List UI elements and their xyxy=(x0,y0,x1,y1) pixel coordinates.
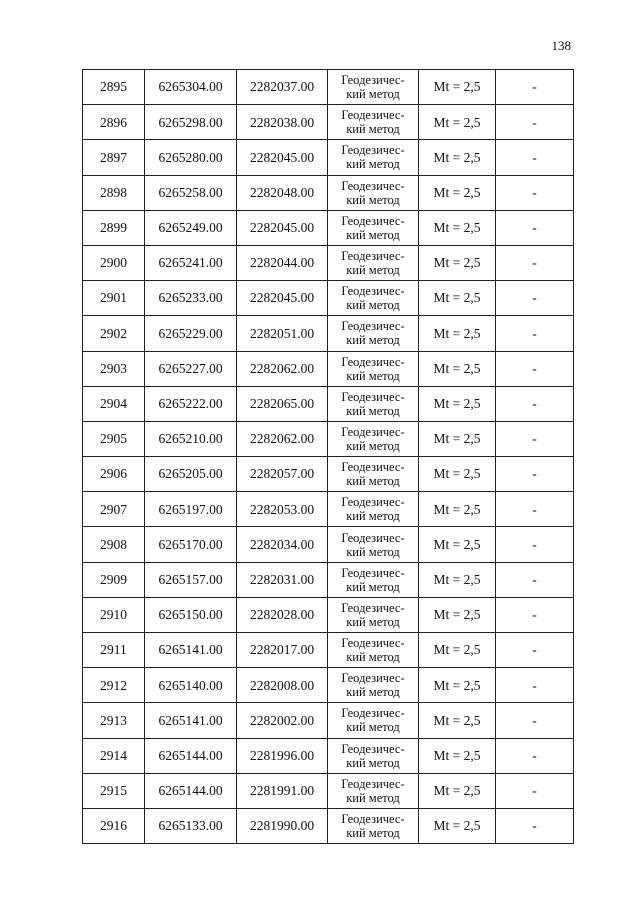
method-line-1: Геодезичес- xyxy=(341,565,405,580)
method-line-1: Геодезичес- xyxy=(341,706,405,721)
method-cell xyxy=(328,668,419,703)
coord-x-cell: 6265280.00 xyxy=(145,140,237,175)
method-line-2: кий метод xyxy=(346,685,400,700)
method-line-2: кий метод xyxy=(346,544,400,559)
method-line-2: кий метод xyxy=(346,192,400,207)
point-number-cell: 2916 xyxy=(83,808,145,843)
coord-y-cell: 2282045.00 xyxy=(237,140,328,175)
method-line-2: кий метод xyxy=(346,368,400,383)
accuracy-cell: Mt = 2,5 xyxy=(419,105,496,140)
table-row xyxy=(83,386,574,421)
coord-y-cell: 2281990.00 xyxy=(237,808,328,843)
accuracy-cell: Mt = 2,5 xyxy=(419,562,496,597)
accuracy-cell: Mt = 2,5 xyxy=(419,773,496,808)
coord-y-cell: 2282045.00 xyxy=(237,210,328,245)
note-cell: - xyxy=(496,245,574,280)
table-body xyxy=(83,70,574,844)
coord-x-cell: 6265304.00 xyxy=(145,70,237,105)
note-cell: - xyxy=(496,316,574,351)
point-number-cell: 2909 xyxy=(83,562,145,597)
note-cell: - xyxy=(496,281,574,316)
method-line-2: кий метод xyxy=(346,298,400,313)
point-number-cell: 2913 xyxy=(83,703,145,738)
method-line-1: Геодезичес- xyxy=(341,284,405,299)
table-row xyxy=(83,527,574,562)
method-line-1: Геодезичес- xyxy=(341,319,405,334)
coord-y-cell: 2282048.00 xyxy=(237,175,328,210)
coord-x-cell: 6265170.00 xyxy=(145,527,237,562)
coord-y-cell: 2282031.00 xyxy=(237,562,328,597)
point-number-cell: 2915 xyxy=(83,773,145,808)
method-line-2: кий метод xyxy=(346,122,400,137)
table-row xyxy=(83,703,574,738)
method-cell xyxy=(328,457,419,492)
accuracy-cell: Mt = 2,5 xyxy=(419,597,496,632)
method-line-2: кий метод xyxy=(346,157,400,172)
table-row xyxy=(83,175,574,210)
accuracy-cell: Mt = 2,5 xyxy=(419,386,496,421)
method-cell xyxy=(328,140,419,175)
coord-x-cell: 6265229.00 xyxy=(145,316,237,351)
table-row xyxy=(83,633,574,668)
coord-x-cell: 6265241.00 xyxy=(145,245,237,280)
point-number-cell: 2906 xyxy=(83,457,145,492)
table-row xyxy=(83,421,574,456)
method-line-2: кий метод xyxy=(346,755,400,770)
method-cell xyxy=(328,70,419,105)
table-row xyxy=(83,281,574,316)
method-cell xyxy=(328,281,419,316)
accuracy-cell: Mt = 2,5 xyxy=(419,808,496,843)
method-cell xyxy=(328,316,419,351)
method-cell xyxy=(328,703,419,738)
coord-y-cell: 2282017.00 xyxy=(237,633,328,668)
method-line-1: Геодезичес- xyxy=(341,424,405,439)
method-line-2: кий метод xyxy=(346,614,400,629)
method-line-2: кий метод xyxy=(346,227,400,242)
accuracy-cell: Mt = 2,5 xyxy=(419,668,496,703)
method-line-2: кий метод xyxy=(346,650,400,665)
accuracy-cell: Mt = 2,5 xyxy=(419,492,496,527)
method-line-2: кий метод xyxy=(346,474,400,489)
accuracy-cell: Mt = 2,5 xyxy=(419,210,496,245)
method-line-1: Геодезичес- xyxy=(341,600,405,615)
point-number-cell: 2901 xyxy=(83,281,145,316)
note-cell: - xyxy=(496,633,574,668)
table-row xyxy=(83,808,574,843)
point-number-cell: 2912 xyxy=(83,668,145,703)
accuracy-cell: Mt = 2,5 xyxy=(419,738,496,773)
note-cell: - xyxy=(496,738,574,773)
method-cell xyxy=(328,210,419,245)
point-number-cell: 2896 xyxy=(83,105,145,140)
method-cell xyxy=(328,633,419,668)
note-cell: - xyxy=(496,457,574,492)
accuracy-cell: Mt = 2,5 xyxy=(419,245,496,280)
coord-x-cell: 6265157.00 xyxy=(145,562,237,597)
accuracy-cell: Mt = 2,5 xyxy=(419,70,496,105)
method-line-1: Геодезичес- xyxy=(341,460,405,475)
coord-y-cell: 2281996.00 xyxy=(237,738,328,773)
coord-y-cell: 2282028.00 xyxy=(237,597,328,632)
method-cell xyxy=(328,527,419,562)
accuracy-cell: Mt = 2,5 xyxy=(419,316,496,351)
coord-y-cell: 2282037.00 xyxy=(237,70,328,105)
note-cell: - xyxy=(496,421,574,456)
note-cell: - xyxy=(496,808,574,843)
coord-y-cell: 2282051.00 xyxy=(237,316,328,351)
note-cell: - xyxy=(496,175,574,210)
coord-y-cell: 2282062.00 xyxy=(237,421,328,456)
method-line-1: Геодезичес- xyxy=(341,73,405,88)
method-line-1: Геодезичес- xyxy=(341,812,405,827)
accuracy-cell: Mt = 2,5 xyxy=(419,633,496,668)
accuracy-cell: Mt = 2,5 xyxy=(419,175,496,210)
coord-x-cell: 6265140.00 xyxy=(145,668,237,703)
method-line-2: кий метод xyxy=(346,790,400,805)
point-number-cell: 2899 xyxy=(83,210,145,245)
note-cell: - xyxy=(496,140,574,175)
note-cell: - xyxy=(496,70,574,105)
table-row xyxy=(83,245,574,280)
point-number-cell: 2898 xyxy=(83,175,145,210)
method-line-1: Геодезичес- xyxy=(341,108,405,123)
method-line-2: кий метод xyxy=(346,263,400,278)
accuracy-cell: Mt = 2,5 xyxy=(419,703,496,738)
method-cell xyxy=(328,738,419,773)
accuracy-cell: Mt = 2,5 xyxy=(419,457,496,492)
point-number-cell: 2897 xyxy=(83,140,145,175)
table-row xyxy=(83,140,574,175)
table-row xyxy=(83,351,574,386)
coord-x-cell: 6265144.00 xyxy=(145,773,237,808)
method-cell xyxy=(328,562,419,597)
coord-y-cell: 2282065.00 xyxy=(237,386,328,421)
coord-y-cell: 2282044.00 xyxy=(237,245,328,280)
method-line-2: кий метод xyxy=(346,403,400,418)
note-cell: - xyxy=(496,105,574,140)
method-cell xyxy=(328,105,419,140)
coord-y-cell: 2282002.00 xyxy=(237,703,328,738)
method-line-2: кий метод xyxy=(346,720,400,735)
coord-y-cell: 2282034.00 xyxy=(237,527,328,562)
method-line-1: Геодезичес- xyxy=(341,249,405,264)
table-row xyxy=(83,597,574,632)
table-row xyxy=(83,210,574,245)
method-line-2: кий метод xyxy=(346,509,400,524)
table-row xyxy=(83,105,574,140)
coord-y-cell: 2282008.00 xyxy=(237,668,328,703)
method-line-2: кий метод xyxy=(346,826,400,841)
accuracy-cell: Mt = 2,5 xyxy=(419,527,496,562)
method-line-1: Геодезичес- xyxy=(341,213,405,228)
method-cell xyxy=(328,808,419,843)
coord-x-cell: 6265233.00 xyxy=(145,281,237,316)
method-cell xyxy=(328,492,419,527)
coord-y-cell: 2282045.00 xyxy=(237,281,328,316)
point-number-cell: 2895 xyxy=(83,70,145,105)
page-number: 138 xyxy=(551,38,571,53)
coord-x-cell: 6265133.00 xyxy=(145,808,237,843)
coord-x-cell: 6265227.00 xyxy=(145,351,237,386)
coord-x-cell: 6265141.00 xyxy=(145,703,237,738)
point-number-cell: 2905 xyxy=(83,421,145,456)
coord-y-cell: 2282057.00 xyxy=(237,457,328,492)
point-number-cell: 2904 xyxy=(83,386,145,421)
method-line-1: Геодезичес- xyxy=(341,636,405,651)
note-cell: - xyxy=(496,773,574,808)
point-number-cell: 2908 xyxy=(83,527,145,562)
method-cell xyxy=(328,386,419,421)
table-row xyxy=(83,738,574,773)
method-line-1: Геодезичес- xyxy=(341,178,405,193)
note-cell: - xyxy=(496,492,574,527)
coord-x-cell: 6265298.00 xyxy=(145,105,237,140)
coord-x-cell: 6265197.00 xyxy=(145,492,237,527)
note-cell: - xyxy=(496,527,574,562)
accuracy-cell: Mt = 2,5 xyxy=(419,140,496,175)
coord-y-cell: 2282038.00 xyxy=(237,105,328,140)
table-row xyxy=(83,668,574,703)
method-line-1: Геодезичес- xyxy=(341,143,405,158)
point-number-cell: 2910 xyxy=(83,597,145,632)
method-line-1: Геодезичес- xyxy=(341,530,405,545)
table-row xyxy=(83,492,574,527)
method-line-1: Геодезичес- xyxy=(341,354,405,369)
point-number-cell: 2907 xyxy=(83,492,145,527)
table-row xyxy=(83,457,574,492)
accuracy-cell: Mt = 2,5 xyxy=(419,351,496,386)
method-line-2: кий метод xyxy=(346,87,400,102)
method-line-2: кий метод xyxy=(346,438,400,453)
point-number-cell: 2902 xyxy=(83,316,145,351)
table-row xyxy=(83,773,574,808)
coord-y-cell: 2282053.00 xyxy=(237,492,328,527)
note-cell: - xyxy=(496,210,574,245)
method-line-2: кий метод xyxy=(346,333,400,348)
table-row xyxy=(83,70,574,105)
note-cell: - xyxy=(496,562,574,597)
accuracy-cell: Mt = 2,5 xyxy=(419,421,496,456)
coord-x-cell: 6265210.00 xyxy=(145,421,237,456)
method-line-1: Геодезичес- xyxy=(341,741,405,756)
note-cell: - xyxy=(496,386,574,421)
coord-x-cell: 6265150.00 xyxy=(145,597,237,632)
coord-x-cell: 6265258.00 xyxy=(145,175,237,210)
method-cell xyxy=(328,597,419,632)
table-row xyxy=(83,562,574,597)
note-cell: - xyxy=(496,703,574,738)
note-cell: - xyxy=(496,668,574,703)
method-line-1: Геодезичес- xyxy=(341,776,405,791)
coordinates-table xyxy=(82,69,574,844)
coord-y-cell: 2281991.00 xyxy=(237,773,328,808)
coord-x-cell: 6265249.00 xyxy=(145,210,237,245)
method-cell xyxy=(328,175,419,210)
table-row xyxy=(83,316,574,351)
coord-x-cell: 6265141.00 xyxy=(145,633,237,668)
point-number-cell: 2914 xyxy=(83,738,145,773)
coord-x-cell: 6265222.00 xyxy=(145,386,237,421)
method-line-1: Геодезичес- xyxy=(341,495,405,510)
method-cell xyxy=(328,773,419,808)
method-line-1: Геодезичес- xyxy=(341,671,405,686)
note-cell: - xyxy=(496,351,574,386)
point-number-cell: 2903 xyxy=(83,351,145,386)
method-cell xyxy=(328,421,419,456)
coord-x-cell: 6265144.00 xyxy=(145,738,237,773)
accuracy-cell: Mt = 2,5 xyxy=(419,281,496,316)
method-line-2: кий метод xyxy=(346,579,400,594)
coord-y-cell: 2282062.00 xyxy=(237,351,328,386)
note-cell: - xyxy=(496,597,574,632)
method-cell xyxy=(328,245,419,280)
method-line-1: Геодезичес- xyxy=(341,389,405,404)
coord-x-cell: 6265205.00 xyxy=(145,457,237,492)
point-number-cell: 2900 xyxy=(83,245,145,280)
method-cell xyxy=(328,351,419,386)
point-number-cell: 2911 xyxy=(83,633,145,668)
